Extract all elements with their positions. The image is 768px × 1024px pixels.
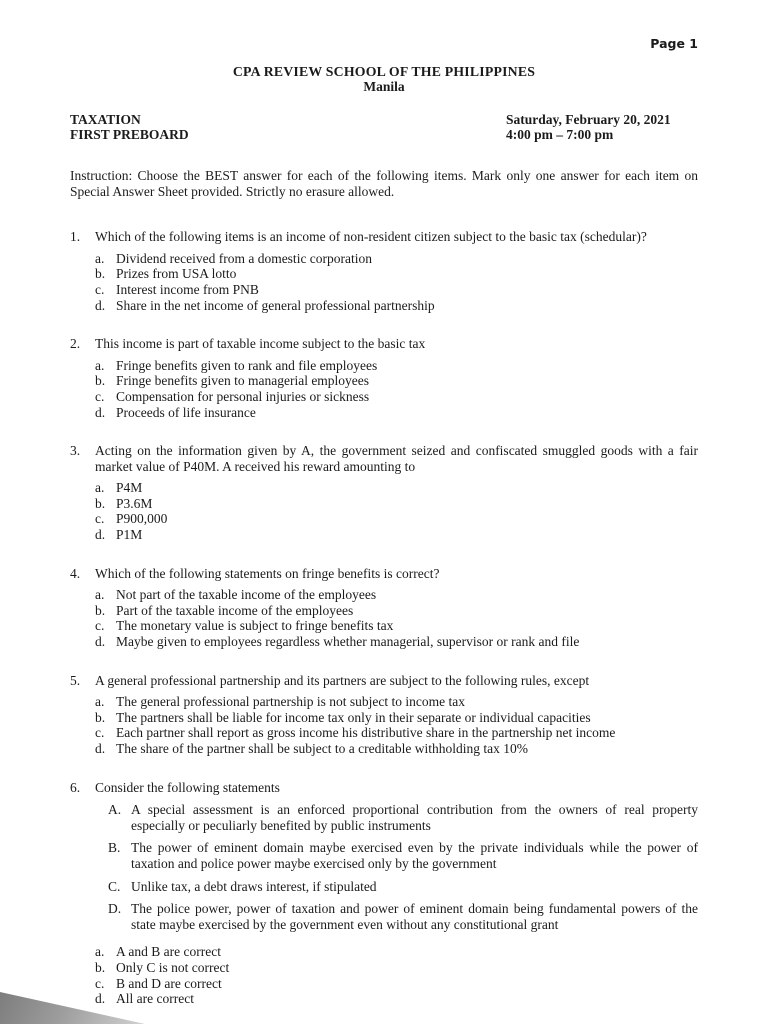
choice-letter: c. <box>95 975 105 991</box>
statement-B <box>108 840 698 871</box>
choice-text: P4M <box>116 480 143 496</box>
choice-text: P1M <box>116 527 143 543</box>
choice-a <box>95 587 698 603</box>
statement-letter: A. <box>108 802 122 818</box>
choice-b <box>95 373 698 389</box>
choices <box>95 694 698 756</box>
school-city: Manila <box>363 79 405 95</box>
choice-text: P900,000 <box>116 511 168 527</box>
statement-D <box>108 901 698 932</box>
choice-text: The monetary value is subject to fringe benefits tax <box>116 618 394 634</box>
statement-list <box>95 802 698 932</box>
question-2 <box>70 336 698 420</box>
choice-letter: a. <box>95 944 105 960</box>
choices <box>95 480 698 542</box>
choice-letter: d. <box>95 297 106 313</box>
choice-letter: d. <box>95 527 106 543</box>
question-list <box>70 229 698 1007</box>
choices <box>95 358 698 420</box>
choice-b <box>95 710 698 726</box>
question-stem: Which of the following statements on fringe benefits is correct? <box>95 565 440 581</box>
school-title: CPA REVIEW SCHOOL OF THE PHILIPPINES <box>232 63 536 79</box>
choice-a <box>95 944 698 960</box>
instruction-text: Instruction: Choose the BEST answer for each of the following items. Mark only one answer for each item on Special Answer Sheet provided. Strictly no erasure allowed. <box>70 167 698 199</box>
choice-letter: d. <box>95 634 106 650</box>
choice-text: Dividend received from a domestic corporation <box>116 250 373 266</box>
question-number: 4. <box>70 565 81 581</box>
choice-letter: a. <box>95 694 105 710</box>
choice-c <box>95 618 698 634</box>
choice-b <box>95 603 698 619</box>
exam-name: FIRST PREBOARD <box>70 127 189 143</box>
choice-d <box>95 527 698 543</box>
choice-d <box>95 298 698 314</box>
choice-d <box>95 741 698 757</box>
statement-C <box>108 879 698 895</box>
choice-text: Part of the taxable income of the employees <box>116 602 354 618</box>
choice-letter: c. <box>95 281 105 297</box>
choice-text: Compensation for personal injuries or sickness <box>116 388 370 404</box>
statement-A <box>108 802 698 833</box>
question-3 <box>70 443 698 543</box>
exam-meta <box>70 112 698 143</box>
choice-d <box>95 634 698 650</box>
question-stem: This income is part of taxable income subject to the basic tax <box>95 336 426 352</box>
exam-time: 4:00 pm – 7:00 pm <box>506 127 614 143</box>
choice-letter: c. <box>95 388 105 404</box>
choice-text: The general professional partnership is not subject to income tax <box>116 694 466 710</box>
choice-c <box>95 511 698 527</box>
choice-c <box>95 282 698 298</box>
choice-letter: a. <box>95 480 105 496</box>
choice-text: Not part of the taxable income of the employees <box>116 587 377 603</box>
choice-letter: a. <box>95 250 105 266</box>
choice-a <box>95 251 698 267</box>
choice-text: Interest income from PNB <box>116 281 259 297</box>
choice-text: Share in the net income of general professional partnership <box>116 297 435 313</box>
choice-text: Proceeds of life insurance <box>116 404 256 420</box>
choice-text: Fringe benefits given to rank and file employees <box>116 357 378 373</box>
exam-meta-left <box>70 112 189 143</box>
choice-a <box>95 480 698 496</box>
choice-letter: b. <box>95 266 106 282</box>
statement-text: The police power, power of taxation and power of eminent domain being fundamental powers of the state maybe exercised by the government even without any constitutional grant <box>131 901 698 932</box>
choices <box>95 587 698 649</box>
choice-text: Maybe given to employees regardless whether managerial, supervisor or rank and file <box>116 634 580 650</box>
question-number: 2. <box>70 336 81 352</box>
choice-letter: c. <box>95 725 105 741</box>
document-header <box>70 64 698 95</box>
question-stem: Consider the following statements <box>95 779 280 795</box>
question-stem: Acting on the information given by A, the government seized and confiscated smuggled goods with a fair market value of P40M. A received his reward amounting to <box>95 443 698 474</box>
page-number: Page 1 <box>650 36 698 51</box>
statement-text: The power of eminent domain maybe exercised even by the private individuals while the power of taxation and police power maybe exercised only by the government <box>131 840 698 871</box>
question-stem: A general professional partnership and its partners are subject to the following rules, except <box>95 672 590 688</box>
choice-a <box>95 694 698 710</box>
subject-label: TAXATION <box>70 111 141 127</box>
choice-text: Fringe benefits given to managerial employees <box>116 373 370 389</box>
choice-c <box>95 976 698 992</box>
exam-date: Saturday, February 20, 2021 <box>506 111 671 127</box>
choice-letter: d. <box>95 991 106 1007</box>
choice-letter: a. <box>95 587 105 603</box>
choice-b <box>95 960 698 976</box>
statement-text: Unlike tax, a debt draws interest, if stipulated <box>131 878 377 894</box>
choice-letter: b. <box>95 495 106 511</box>
question-number: 1. <box>70 229 81 245</box>
choice-text: The share of the partner shall be subject to a creditable withholding tax 10% <box>116 741 528 756</box>
choice-text: Each partner shall report as gross income his distributive share in the partnership net income <box>116 725 616 741</box>
choice-letter: b. <box>95 709 106 725</box>
choice-letter: a. <box>95 357 105 373</box>
question-stem: Which of the following items is an income of non-resident citizen subject to the basic tax (schedular)? <box>95 229 647 245</box>
choice-letter: c. <box>95 618 105 634</box>
choice-b <box>95 496 698 512</box>
choice-letter: b. <box>95 373 106 389</box>
choice-text: B and D are correct <box>116 975 222 991</box>
choice-c <box>95 389 698 405</box>
choice-c <box>95 725 698 741</box>
choice-letter: d. <box>95 404 106 420</box>
choice-text: All are correct <box>116 991 194 1007</box>
question-4 <box>70 566 698 650</box>
choice-text: P3.6M <box>116 495 153 511</box>
statement-letter: C. <box>108 878 121 894</box>
question-1 <box>70 229 698 313</box>
choice-letter: b. <box>95 959 106 975</box>
exam-meta-right <box>506 112 698 143</box>
choice-text: Prizes from USA lotto <box>116 266 237 282</box>
choice-text: Only C is not correct <box>116 959 230 975</box>
choice-text: The partners shall be liable for income tax only in their separate or individual capacities <box>116 709 591 725</box>
choice-d <box>95 991 698 1007</box>
choice-a <box>95 358 698 374</box>
choice-text: A and B are correct <box>116 944 221 960</box>
choices <box>95 944 698 1006</box>
choice-letter: c. <box>95 511 105 527</box>
choice-letter: d. <box>95 741 106 756</box>
question-6 <box>70 780 698 1007</box>
question-number: 3. <box>70 443 81 459</box>
question-number: 6. <box>70 779 81 795</box>
choice-d <box>95 405 698 421</box>
choice-letter: b. <box>95 602 106 618</box>
statement-text: A special assessment is an enforced proportional contribution from the owners of real property especially or peculiarly benefited by public instruments <box>131 802 698 833</box>
question-5 <box>70 673 698 757</box>
statement-letter: B. <box>108 840 121 856</box>
statement-letter: D. <box>108 901 122 917</box>
choice-b <box>95 266 698 282</box>
choices <box>95 251 698 313</box>
question-number: 5. <box>70 672 81 688</box>
